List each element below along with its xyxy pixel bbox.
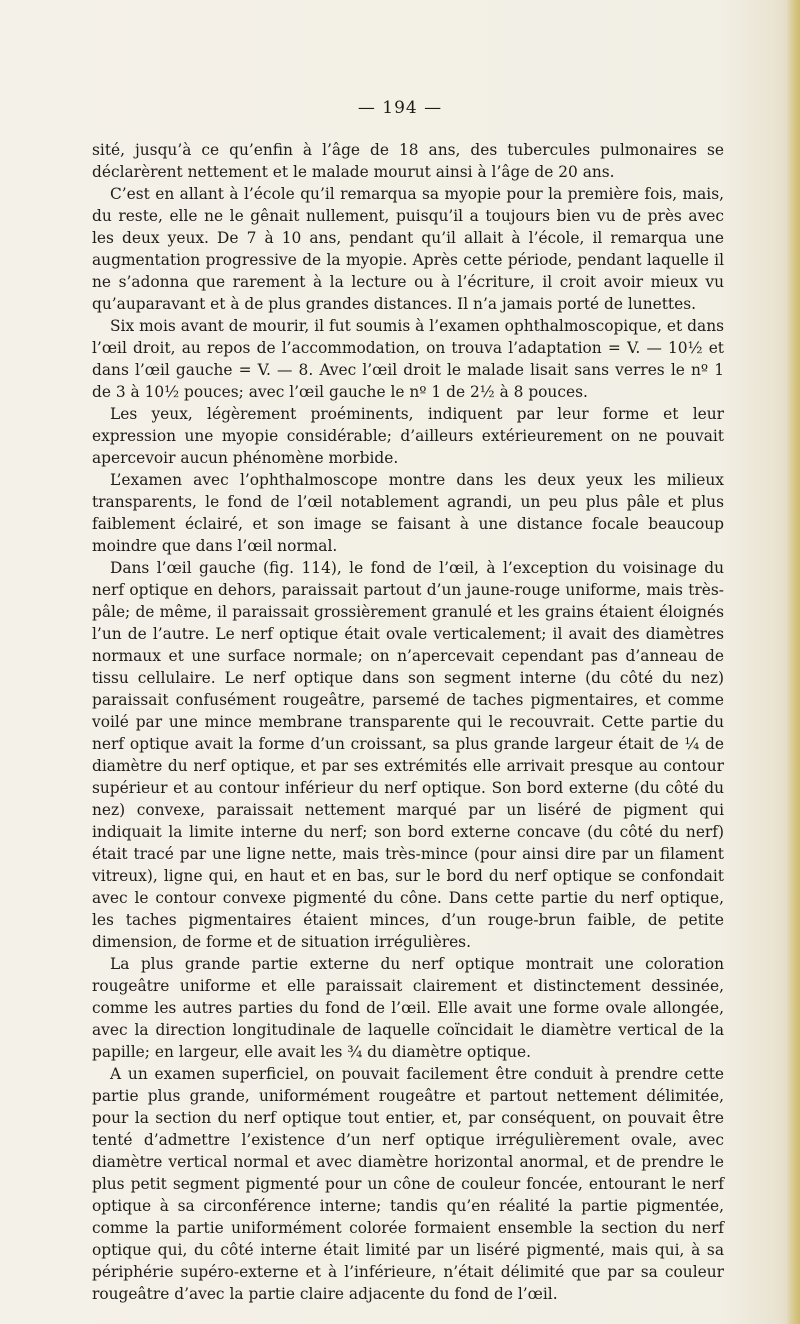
paragraph-6: Dans l’œil gauche (fig. 114), le fond de l’œil, à l’exception du voisinage du nerf optique en dehors, paraissait partout d’un jaune-rouge uniforme, mais très-pâle; de même, il paraissait grossièrement granulé et les grains étaient éloignés l’un de l’autre. Le nerf optique était ovale verticalement; il avait des diamètres normaux et une surface normale; on n’apercevait cependant pas d’anneau de tissu cellulaire. Le nerf optique dans son segment interne (du côté du nez) paraissait confusément rougeâtre, parsemé de taches pigmentaires, et comme voilé par une mince membrane transparente qui le recouvrait. Cette partie du nerf optique avait la forme d’un croissant, sa plus grande largeur était de ¼ de diamètre du nerf optique, et par ses extrémités elle arrivait presque au contour supérieur et au contour inférieur du nerf optique. Son bord externe (du côté du nez) convexe, paraissait nettement marqué par un liséré de pigment qui indiquait la limite interne du nerf; son bord externe concave (du côté du nerf) était tracé par une ligne nette, mais très-mince (pour ainsi dire par un filament vitreux), ligne qui, en haut et en bas, sur le bord du nerf optique se confondait avec le contour convexe pigmenté du cône. Dans cette partie du nerf optique, les taches pigmentaires étaient minces, d’un rouge-brun faible, de petite dimension, de forme et de situation irrégulières. xyxy=(92,559,724,951)
paragraph-2: C’est en allant à l’école qu’il remarqua sa myopie pour la première fois, mais, du reste, elle ne le gênait nullement, puisqu’il a toujours bien vu de près avec les deux yeux. De 7 à 10 ans, pendant qu’il allait à l’école, il remarqua une augmentation progressive de la myopie. Après cette période, pendant laquelle il ne s’adonna que rarement à la lecture ou à l’écriture, il croit avoir mieux vu qu’auparavant et à de plus grandes distances. Il n’a jamais porté de lunettes. xyxy=(92,185,724,313)
paragraph-7: La plus grande partie externe du nerf optique montrait une coloration rougeâtre uniforme et elle paraissait clairement et distinctement dessinée, comme les autres parties du fond de l’œil. Elle avait une forme ovale allongée, avec la direction longitudinale de laquelle coïncidait le diamètre vertical de la papille; en largeur, elle avait les ¾ du diamètre optique. xyxy=(92,955,724,1061)
paragraph-4: Les yeux, légèrement proéminents, indiquent par leur forme et leur expression une myopie considérable; d’ailleurs extérieurement on ne pouvait apercevoir aucun phénomène morbide. xyxy=(92,405,724,467)
page-number: — 194 — xyxy=(357,98,443,118)
page-edge-discoloration xyxy=(786,0,800,1324)
paragraph-1: sité, jusqu’à ce qu’enfin à l’âge de 18 ans, des tubercules pulmonaires se déclarèrent nettement et le malade mourut ainsi à l’âge de 20 ans. xyxy=(92,141,724,181)
paragraph-5: L’examen avec l’ophthalmoscope montre dans les deux yeux les milieux transparents, le fond de l’œil notablement agrandi, un peu plus pâle et plus faiblement éclairé, et son image se faisant à une distance focale beaucoup moindre que dans l’œil normal. xyxy=(92,471,724,555)
paragraph-8: A un examen superficiel, on pouvait facilement être conduit à prendre cette partie plus grande, uniformément rougeâtre et partout nettement délimitée, pour la section du nerf optique tout entier, et, par conséquent, on pouvait être tenté d’admettre l’existence d’un nerf optique irrégulièrement ovale, avec diamètre vertical normal et avec diamètre horizontal anormal, et de prendre le plus petit segment pigmenté pour un cône de couleur foncée, entourant le nerf optique à sa circonférence interne; tandis qu’en réalité la partie pigmentée, comme la partie uniformément colorée formaient ensemble la section du nerf optique qui, du côté interne était limité par un liséré pigmenté, mais qui, à sa périphérie supéro-externe et à l’inférieure, n’était délimité que par sa couleur rougeâtre d’avec la partie claire adjacente du fond de l’œil. xyxy=(92,1065,724,1303)
paragraph-3: Six mois avant de mourir, il fut soumis à l’examen ophthalmoscopique, et dans l’œil droit, au repos de l’accommodation, on trouva l’adaptation = V. — 10½ et dans l’œil gauche = V. — 8. Avec l’œil droit le malade lisait sans verres le nº 1 de 3 à 10½ pouces; avec l’œil gauche le nº 1 de 2½ à 8 pouces. xyxy=(92,317,724,401)
body-text xyxy=(92,139,724,1305)
